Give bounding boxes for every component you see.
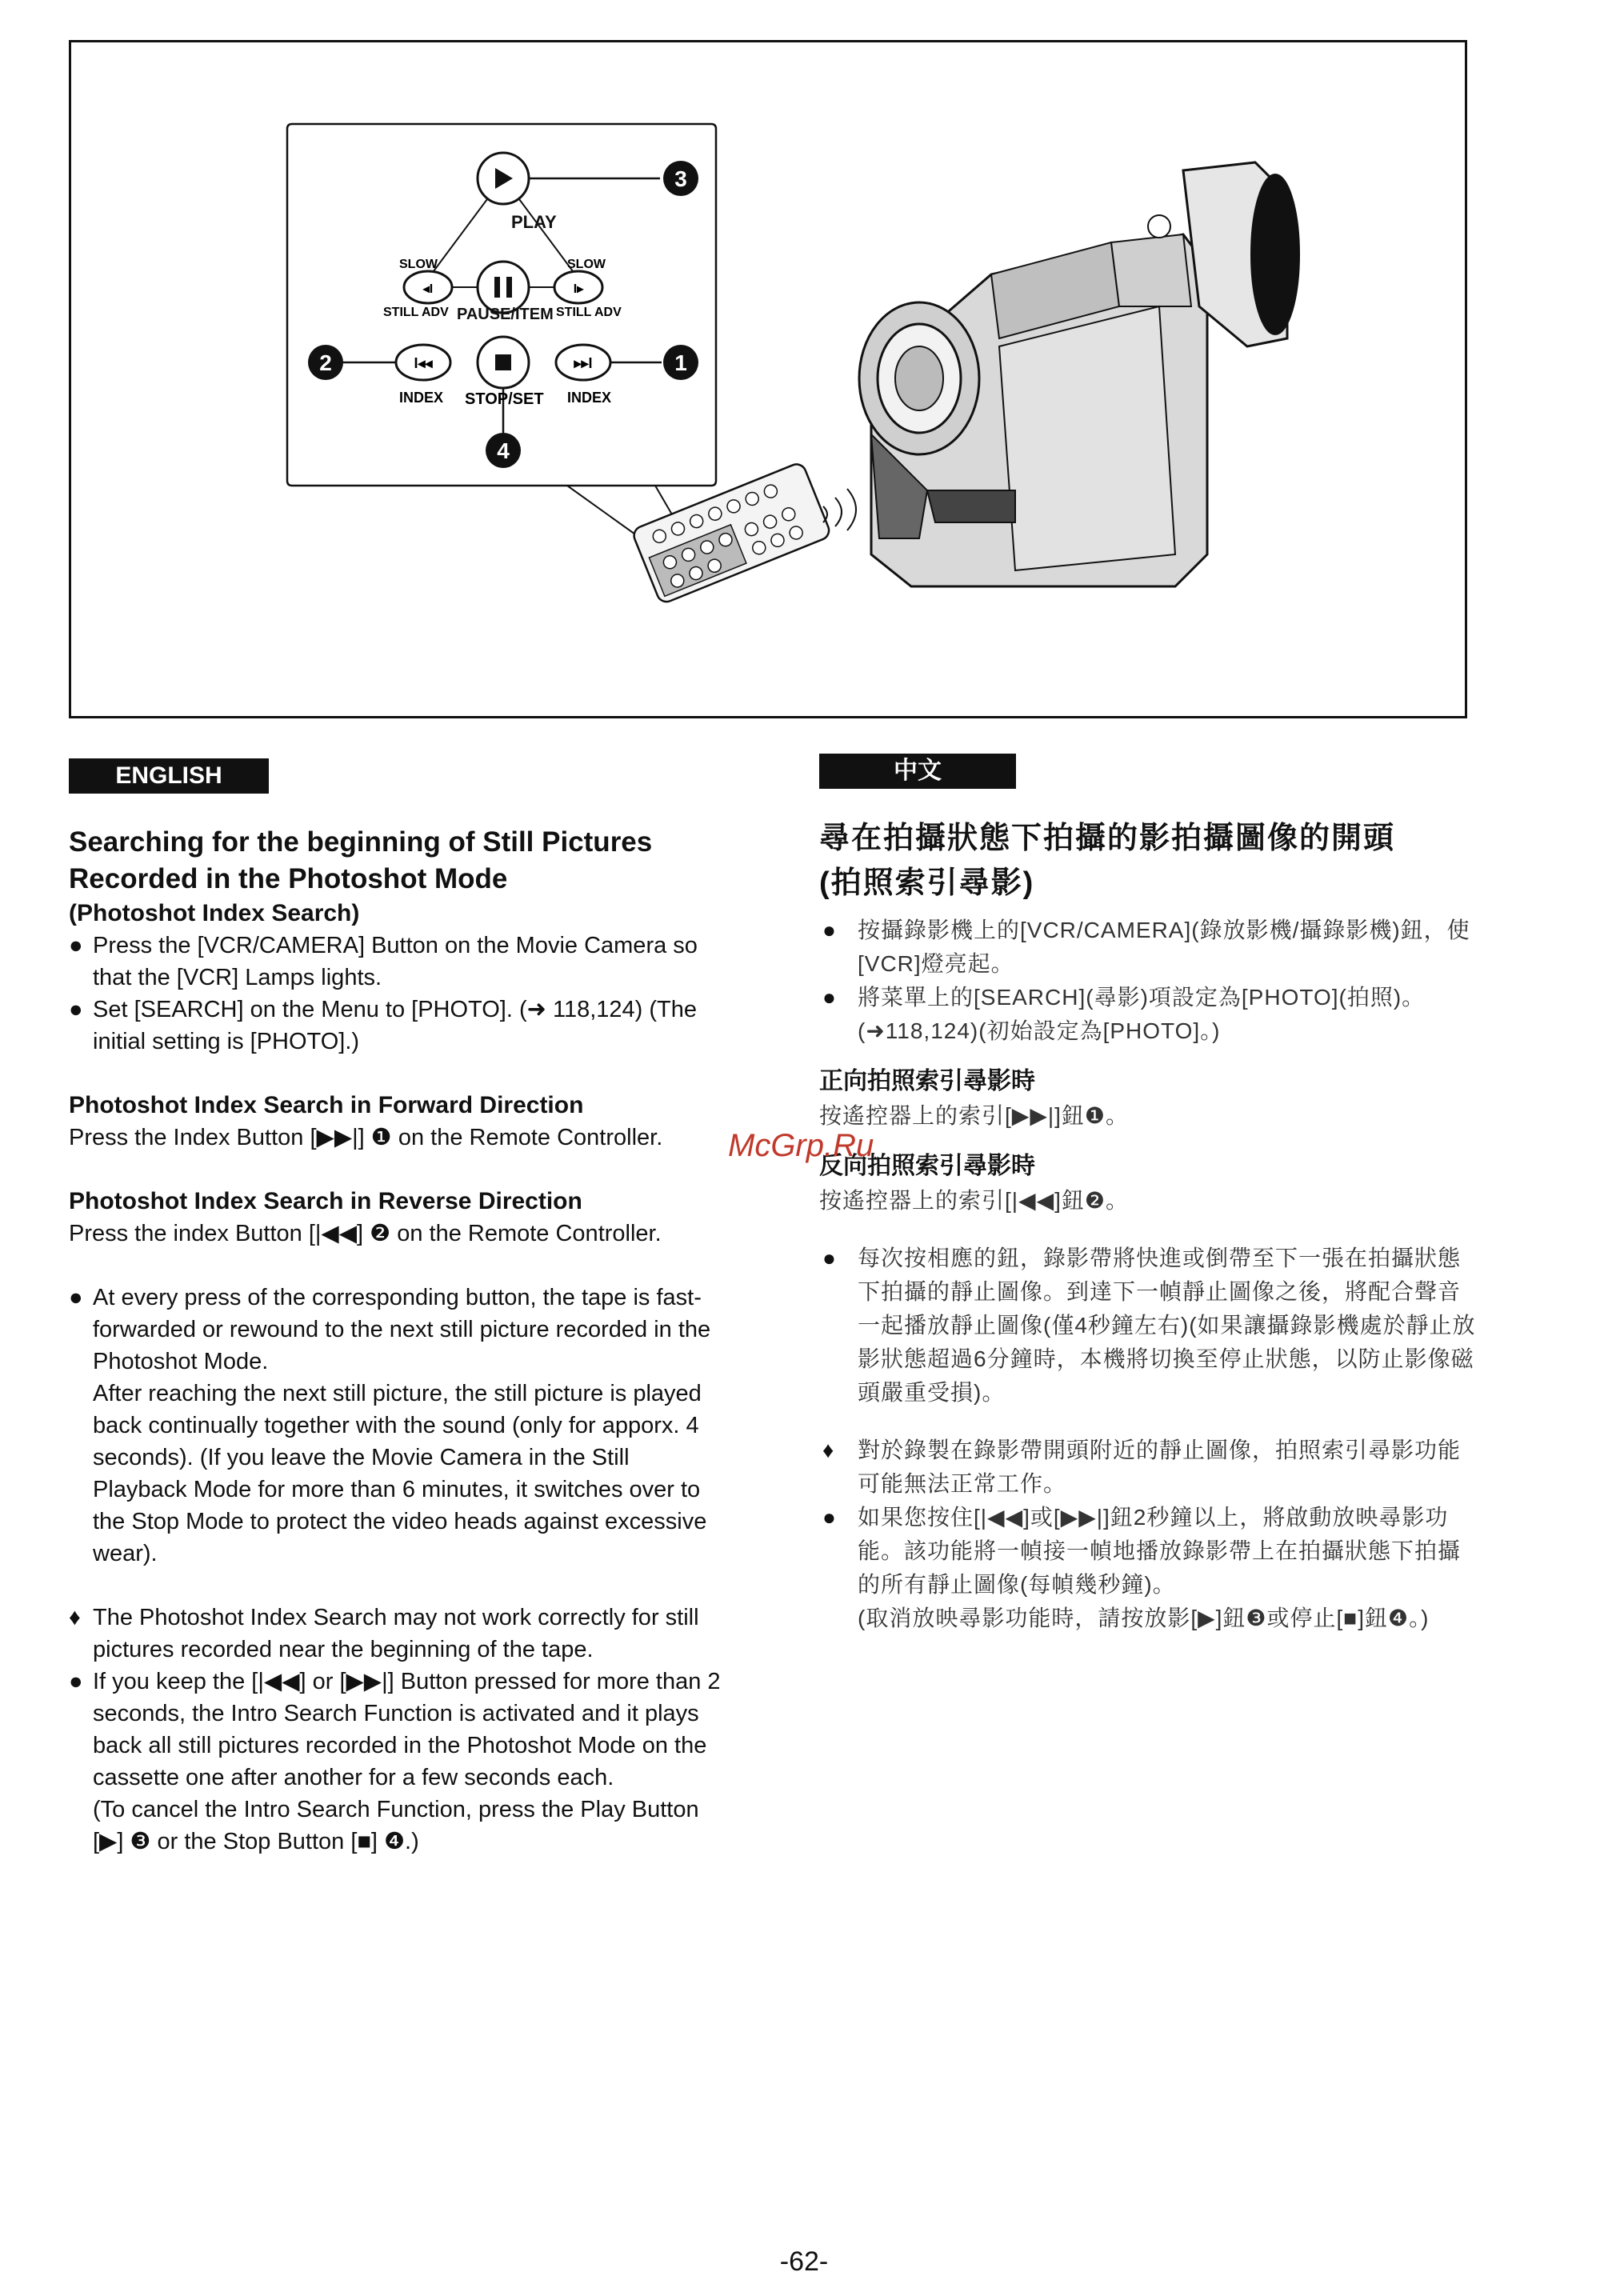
svg-text:I◂◂: I◂◂ [414,355,433,371]
english-language-tab: ENGLISH [69,758,269,794]
camcorder-drawing [859,162,1299,586]
forward-search-text: Press the Index Button [▶▶|] ❶ on the Remote Controller. [69,1125,663,1150]
watermark-text: McGrp.Ru [728,1128,874,1163]
english-bullet-every-press: ● At every press of the corresponding button, the tape is fast-forwarded or rewound to the next still picture recorded in the Photoshot Mode. After reaching the next still picture, the still picture is played back continually together with the sound (only for apporx. 4 seconds). (If you leave the Movie Camera in the Still Playback Mode for more than 6 minutes, it switches over to the Stop Mode to protect the video heads against excessive wear). [69,1285,711,1566]
svg-text:4: 4 [497,438,510,463]
svg-text:3: 3 [674,166,687,191]
english-bullet-vcr-camera: ● Press the [VCR/CAMERA] Button on the Movie Camera so that the [VCR] Lamps lights. [69,933,698,990]
chinese-bullet-every-press: ● 每次按相應的鈕，錄影帶將快進或倒帶至下一張在拍攝狀態下拍攝的靜止圖像。到達下一幀靜止圖像之後，將配合聲音一起播放靜止圖像(僅4秒鐘左右)(如果讓攝錄影機處於靜止放影狀態超過6分鐘時，本機將切換至停止狀態，以防止影像磁頭嚴重受損)。 [822,1246,1476,1405]
page-number: -62- [779,2246,829,2277]
english-subtitle: (Photoshot Index Search) [69,900,360,926]
svg-text:1: 1 [674,350,687,375]
chinese-column [819,816,1483,1635]
english-bullet-intro-search: ● If you keep the [|◀◀] or [▶▶|] Button pressed for more than 2 seconds, the Intro Search Function is activated and it plays back all still pictures recorded in the Photoshot Mode on the cassette one after another for a few seconds each. (To cancel the Intro Search Function, press the Play Button [▶] ❸ or the Stop Button [■] ❹.) [69,1669,721,1854]
chinese-forward-heading: 正向拍照索引尋影時 [819,1068,1035,1094]
slow-right-label: SLOW [567,258,606,271]
reverse-search-heading: Photoshot Index Search in Reverse Direction [69,1188,582,1214]
chinese-reverse-heading: 反向拍照索引尋影時 [819,1153,1035,1179]
chinese-bullet-search-menu: ● 將菜單上的[SEARCH](尋影)項設定為[PHOTO](拍照)。(➜118,124)(初始設定為[PHOTO]。) [822,985,1426,1043]
chinese-language-tab: 中文 [819,754,1016,789]
remote-camera-illustration [71,42,1465,716]
chinese-bullet-intro-search: ● 如果您按住[|◀◀]或[▶▶|]鈕2秒鐘以上，將啟動放映尋影功能。該功能將一幀接一幀地播放錄影帶上在拍攝狀態下拍攝的所有靜止圖像(每幀幾秒鐘)。 (取消放映尋影功能時，請按放影[▶]鈕❸或停止[■]鈕❹。) [822,1505,1462,1630]
still-adv-left-label: STILL ADV [383,306,449,319]
svg-text:▸▸I: ▸▸I [574,355,593,371]
svg-text:2: 2 [319,350,332,375]
chinese-reverse-text: 按遙控器上的索引[|◀◀]鈕❷。 [819,1188,1130,1213]
stop-set-label: STOP/SET [465,390,544,408]
illustration-frame [69,40,1467,718]
slow-left-label: SLOW [399,258,438,271]
pause-item-label: PAUSE/ITEM [457,306,554,323]
chinese-note-may-not-work: ♦ 對於錄製在錄影帶開頭附近的靜止圖像，拍照索引尋影功能可能無法正常工作。 [822,1438,1462,1496]
chinese-forward-text: 按遙控器上的索引[▶▶|]鈕❶。 [819,1103,1130,1128]
index-right-label: INDEX [567,390,612,406]
chinese-bullet-vcr-camera: ● 按攝錄影機上的[VCR/CAMERA](錄放影機/攝錄影機)鈕，使[VCR]燈亮起。 [822,918,1470,976]
english-column [69,824,725,1858]
forward-search-heading: Photoshot Index Search in Forward Direction [69,1092,584,1118]
english-note-may-not-work: ♦ The Photoshot Index Search may not work correctly for still pictures recorded near the beginning of the tape. [69,1605,699,1662]
svg-text:I▸: I▸ [573,282,584,296]
play-label: PLAY [511,212,557,232]
english-bullet-search-menu: ● Set [SEARCH] on the Menu to [PHOTO]. (➜ 118,124) (The initial setting is [PHOTO].) [69,997,697,1054]
chinese-title: 尋在拍攝狀態下拍攝的影拍攝圖像的開頭 (拍照索引尋影) [819,822,1396,900]
svg-text:◂I: ◂I [422,282,434,296]
index-left-label: INDEX [399,390,444,406]
reverse-search-text: Press the index Button [|◀◀] ❷ on the Remote Controller. [69,1221,662,1246]
still-adv-right-label: STILL ADV [556,306,622,319]
english-title: Searching for the beginning of Still Pictures Recorded in the Photoshot Mode [69,826,653,894]
